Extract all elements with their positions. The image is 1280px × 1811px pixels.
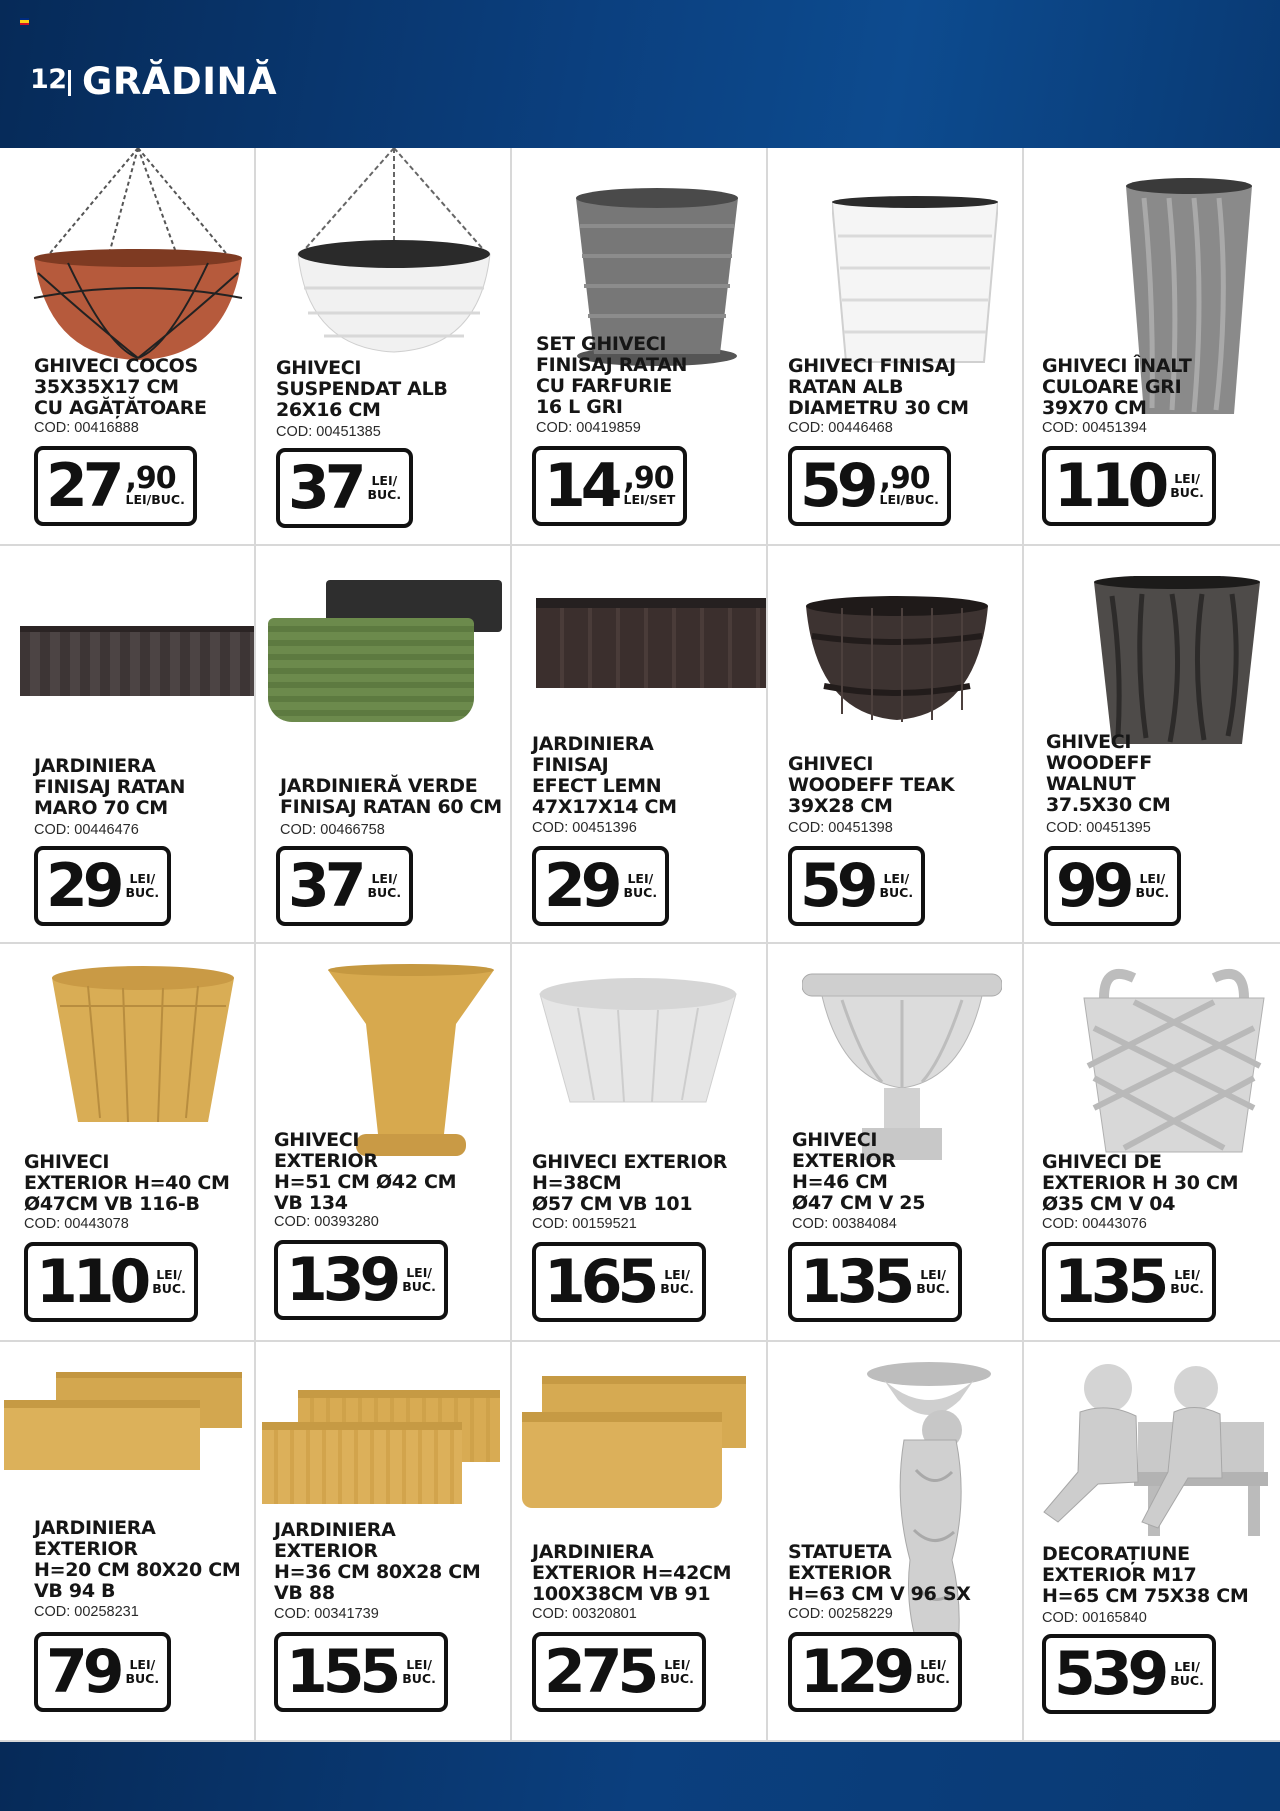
price-unit: LEI/ BUC. xyxy=(660,1657,694,1686)
price-tag xyxy=(1042,446,1216,526)
price-unit: LEI/ BUC. xyxy=(367,473,402,502)
price-value: 59 xyxy=(800,451,874,521)
price-decimals: ,90 xyxy=(623,461,674,496)
product-code: COD: 00451395 xyxy=(1046,820,1151,836)
product-code: COD: 00165840 xyxy=(1042,1610,1147,1626)
language-flag-icon[interactable] xyxy=(20,18,29,25)
product-code: COD: 00466758 xyxy=(280,822,385,838)
product-name: DECORAȚIUNE EXTERIOR M17 H=65 CM 75X38 CM xyxy=(1042,1543,1249,1607)
product-card[interactable] xyxy=(1024,546,1280,942)
product-card[interactable] xyxy=(512,546,766,942)
cherub-statue-image xyxy=(864,1360,994,1670)
price-value: 539 xyxy=(1054,1639,1165,1709)
price-unit: LEI/BUC. xyxy=(879,492,939,507)
product-code: COD: 00419859 xyxy=(536,420,641,436)
product-card[interactable] xyxy=(512,148,766,544)
price-tag xyxy=(532,446,687,526)
price-value: 99 xyxy=(1056,851,1130,921)
price-value: 129 xyxy=(800,1637,911,1707)
product-code: COD: 00159521 xyxy=(532,1216,637,1232)
product-name: GHIVECI ÎNALT CULOARE GRI 39X70 CM xyxy=(1042,355,1192,419)
product-name: JARDINIERĂ VERDE FINISAJ RATAN 60 CM xyxy=(280,775,502,818)
yellow-planter-image xyxy=(522,1412,722,1508)
price-tag xyxy=(274,1632,448,1712)
product-card[interactable] xyxy=(1024,944,1280,1340)
price-tag xyxy=(532,1632,706,1712)
product-name: GHIVECI EXTERIOR H=40 CM Ø47CM VB 116-B xyxy=(24,1151,230,1215)
product-card[interactable] xyxy=(512,944,766,1340)
price-value: 29 xyxy=(544,851,618,921)
price-tag xyxy=(1042,1242,1216,1322)
product-card[interactable] xyxy=(1024,148,1280,544)
product-name: JARDINIERA EXTERIOR H=42CM 100X38CM VB 91 xyxy=(532,1541,732,1605)
price-tag xyxy=(532,1242,706,1322)
product-code: COD: 00446476 xyxy=(34,822,139,838)
price-tag xyxy=(1044,846,1181,926)
price-value: 37 xyxy=(288,851,362,921)
product-card[interactable] xyxy=(1024,1342,1280,1740)
price-unit: LEI/ BUC. xyxy=(1170,471,1204,500)
product-code: COD: 00451396 xyxy=(532,820,637,836)
price-unit: LEI/ BUC. xyxy=(660,1267,694,1296)
yellow-planter-image xyxy=(4,1400,200,1470)
product-code: COD: 00451398 xyxy=(788,820,893,836)
product-code: COD: 00393280 xyxy=(274,1214,379,1230)
page-footer xyxy=(0,1742,1280,1811)
price-tag xyxy=(34,846,171,926)
product-card[interactable] xyxy=(0,148,254,544)
green-rattan-planter-image xyxy=(268,618,474,722)
product-name: GHIVECI WOODEFF WALNUT 37.5X30 CM xyxy=(1046,731,1171,816)
product-card[interactable] xyxy=(768,944,1022,1340)
price-unit: LEI/ BUC. xyxy=(916,1657,950,1686)
price-value: 79 xyxy=(46,1637,120,1707)
product-name: GHIVECI EXTERIOR H=51 CM Ø42 CM VB 134 xyxy=(274,1129,457,1214)
price-value: 110 xyxy=(1054,451,1165,521)
product-card[interactable] xyxy=(256,546,510,942)
white-rattan-pot-image xyxy=(832,196,998,366)
price-value: 27 xyxy=(46,451,120,521)
price-unit: LEI/ BUC. xyxy=(125,1657,160,1686)
wood-effect-planter-image xyxy=(536,598,766,688)
hanging-coco-basket-image xyxy=(28,148,248,368)
price-tag xyxy=(276,448,413,528)
price-value: 275 xyxy=(544,1637,655,1707)
product-name: GHIVECI SUSPENDAT ALB 26X16 CM xyxy=(276,357,448,421)
product-code: COD: 00443076 xyxy=(1042,1216,1147,1232)
price-unit: LEI/ BUC. xyxy=(152,1267,186,1296)
product-name: JARDINIERA EXTERIOR H=36 CM 80X28 CM VB 88 xyxy=(274,1519,481,1604)
price-value: 155 xyxy=(286,1637,397,1707)
price-value: 37 xyxy=(288,453,362,523)
price-tag xyxy=(788,846,925,926)
price-tag xyxy=(274,1240,448,1320)
price-unit: LEI/ BUC. xyxy=(623,871,658,900)
price-tag xyxy=(276,846,413,926)
product-code: COD: 00258229 xyxy=(788,1606,893,1622)
product-name: GHIVECI EXTERIOR H=46 CM Ø47 CM V 25 xyxy=(792,1129,926,1214)
teak-barrel-pot-image xyxy=(802,596,992,726)
price-value: 59 xyxy=(800,851,874,921)
price-tag xyxy=(788,1632,962,1712)
product-card[interactable] xyxy=(256,944,510,1340)
price-value: 135 xyxy=(1054,1247,1165,1317)
price-unit: LEI/ BUC. xyxy=(367,871,402,900)
product-code: COD: 00451385 xyxy=(276,424,381,440)
price-value: 135 xyxy=(800,1247,911,1317)
price-unit: LEI/ BUC. xyxy=(402,1657,436,1686)
price-unit: LEI/ BUC. xyxy=(1170,1267,1204,1296)
price-unit: LEI/ BUC. xyxy=(1170,1659,1204,1688)
price-unit: LEI/SET xyxy=(623,492,676,507)
price-value: 14 xyxy=(544,451,618,521)
product-code: COD: 00451394 xyxy=(1042,420,1147,436)
brown-rattan-planter-image xyxy=(20,626,254,696)
product-code: COD: 00320801 xyxy=(532,1606,637,1622)
title-divider xyxy=(68,70,71,96)
section-title: GRĂDINĂ xyxy=(82,60,278,103)
price-value: 139 xyxy=(286,1245,397,1315)
product-code: COD: 00258231 xyxy=(34,1604,139,1620)
product-name: GHIVECI FINISAJ RATAN ALB DIAMETRU 30 CM xyxy=(788,355,969,419)
product-card[interactable] xyxy=(768,148,1022,544)
product-code: COD: 00446468 xyxy=(788,420,893,436)
price-tag xyxy=(1042,1634,1216,1714)
yellow-planter-image xyxy=(262,1422,462,1504)
product-code: COD: 00341739 xyxy=(274,1606,379,1622)
product-card[interactable] xyxy=(0,944,254,1340)
product-name: STATUETA EXTERIOR H=63 CM V 96 SX xyxy=(788,1541,971,1605)
price-tag xyxy=(34,1632,171,1712)
price-unit: LEI/ BUC. xyxy=(1135,871,1170,900)
price-tag xyxy=(34,446,197,526)
price-unit: LEI/ BUC. xyxy=(916,1267,950,1296)
price-tag xyxy=(24,1242,198,1322)
price-tag xyxy=(788,1242,962,1322)
price-unit: LEI/BUC. xyxy=(125,492,185,507)
page-header xyxy=(0,0,1280,148)
price-tag xyxy=(788,446,951,526)
flag-stripe xyxy=(20,23,29,25)
hanging-white-pot-image xyxy=(294,148,494,358)
walnut-bark-pot-image xyxy=(1092,576,1262,746)
price-decimals: ,90 xyxy=(125,461,176,496)
product-card[interactable] xyxy=(256,148,510,544)
product-name: JARDINIERA FINISAJ EFECT LEMN 47X17X14 CM xyxy=(532,733,677,818)
product-name: GHIVECI EXTERIOR H=38CM Ø57 CM VB 101 xyxy=(532,1151,728,1215)
product-name: JARDINIERA EXTERIOR H=20 CM 80X20 CM VB 94 B xyxy=(34,1517,241,1602)
product-name: SET GHIVECI FINISAJ RATAN CU FARFURIE 16 L GRI xyxy=(536,333,688,418)
product-name: JARDINIERA FINISAJ RATAN MARO 70 CM xyxy=(34,755,186,819)
product-card[interactable] xyxy=(768,546,1022,942)
product-card[interactable] xyxy=(512,1342,766,1740)
price-decimals: ,90 xyxy=(879,461,930,496)
product-card[interactable] xyxy=(256,1342,510,1740)
product-name: GHIVECI DE EXTERIOR H 30 CM Ø35 CM V 04 xyxy=(1042,1151,1239,1215)
yellow-stone-pot-image xyxy=(48,966,238,1126)
price-value: 165 xyxy=(544,1247,655,1317)
price-unit: LEI/ BUC. xyxy=(125,871,160,900)
price-value: 110 xyxy=(36,1247,147,1317)
product-card[interactable] xyxy=(0,1342,254,1740)
product-card[interactable] xyxy=(768,1342,1022,1740)
product-card[interactable] xyxy=(0,546,254,942)
product-code: COD: 00384084 xyxy=(792,1216,897,1232)
product-name: GHIVECI WOODEFF TEAK 39X28 CM xyxy=(788,753,955,817)
product-name: GHIVECI COCOS 35X35X17 CM CU AGĂȚĂTOARE xyxy=(34,355,207,419)
stone-basket-pot-image xyxy=(1074,958,1274,1158)
price-unit: LEI/ BUC. xyxy=(879,871,914,900)
product-code: COD: 00443078 xyxy=(24,1216,129,1232)
price-value: 29 xyxy=(46,851,120,921)
product-grid xyxy=(0,148,1280,1742)
white-stone-bowl-image xyxy=(538,978,738,1108)
price-tag xyxy=(532,846,669,926)
price-unit: LEI/ BUC. xyxy=(402,1265,436,1294)
page-number: 12 xyxy=(30,64,67,95)
children-bench-statue-image xyxy=(1038,1352,1268,1542)
product-code: COD: 00416888 xyxy=(34,420,139,436)
